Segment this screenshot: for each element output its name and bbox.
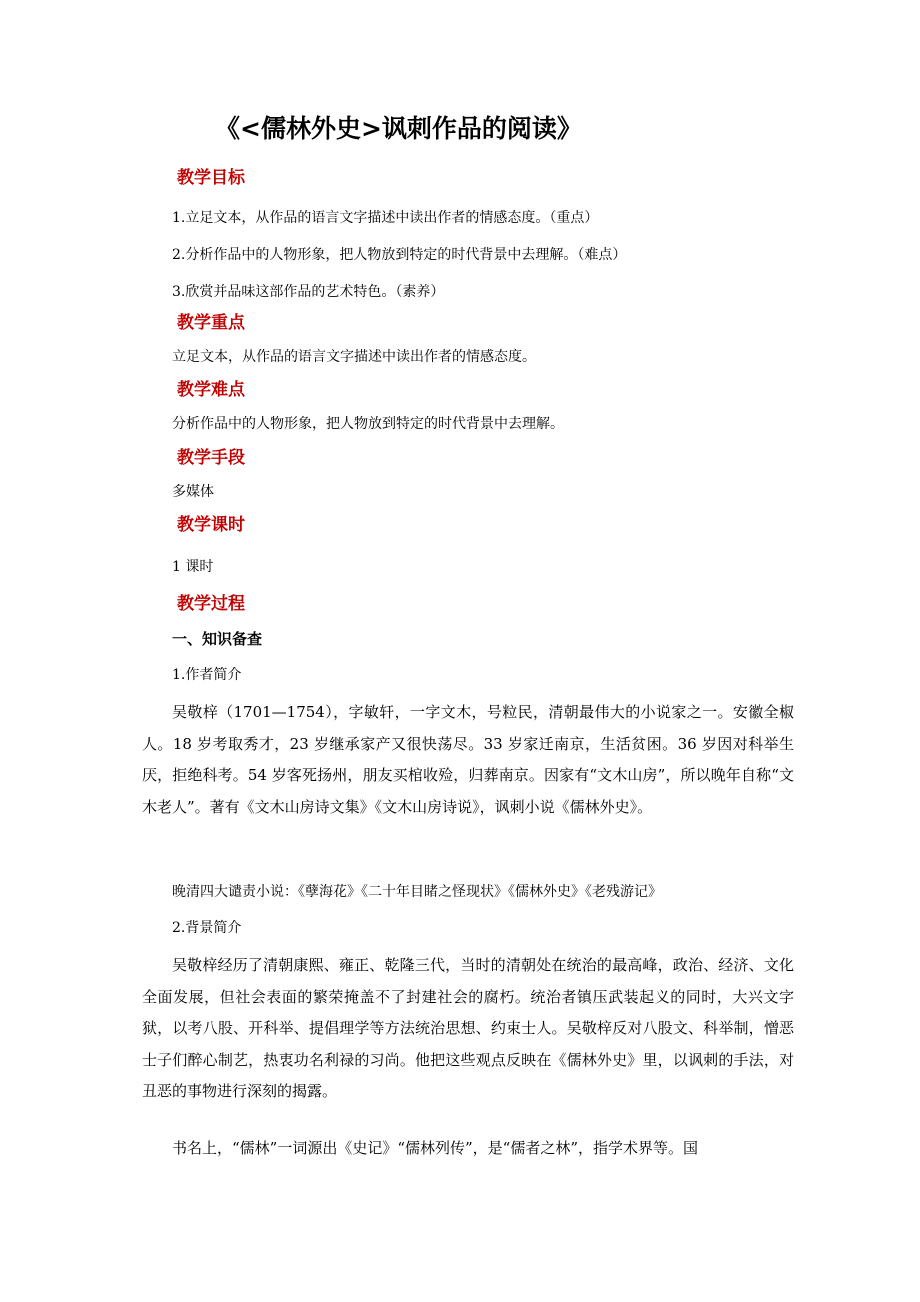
heading-teaching-means: 教学手段 (177, 448, 245, 468)
difficulties-text: 分析作品中的人物形象，把人物放到特定的时代背景中去理解。 (172, 416, 564, 432)
author-intro-label: 1.作者简介 (172, 667, 242, 683)
goal-item-2: 2.分析作品中的人物形象，把人物放到特定的时代背景中去理解。（难点） (172, 247, 627, 263)
book-name-paragraph: 书名上，“儒林”一词源出《史记》“儒林列传”，是“儒者之林”，指学术界等。国 (172, 1139, 699, 1157)
author-intro-paragraph: 吴敬梓（1701—1754），字敏轩，一字文木，号粒民，清朝最伟大的小说家之一。安徽全椒人。18 岁考取秀才，23 岁继承家产又很快荡尽。33 岁家迁南京，生活贫困。36 岁因对科举生厌，拒绝科考。54 岁客死扬州，朋友买棺收殓，归葬南京。因家有“文木山房”，所以晚年自称“文木老人”。著有《文木山房诗文集》《文木山房诗说》，讽刺小说《儒林外史》。 (142, 703, 794, 816)
key-points-text: 立足文本，从作品的语言文字描述中读出作者的情感态度。 (172, 349, 536, 365)
section-knowledge-review: 一、知识备查 (172, 630, 263, 648)
heading-class-hours: 教学课时 (177, 515, 245, 535)
heading-key-points: 教学重点 (177, 313, 245, 333)
class-hours-text: 1 课时 (172, 559, 214, 575)
heading-difficulties: 教学难点 (177, 380, 245, 400)
heading-teaching-goals: 教学目标 (177, 168, 245, 188)
teaching-means-text: 多媒体 (172, 484, 214, 500)
document-title: 《<儒林外史>讽刺作品的阅读》 (215, 114, 582, 143)
goal-item-3: 3.欣赏并品味这部作品的艺术特色。（素养） (172, 284, 445, 300)
goal-item-1: 1.立足文本，从作品的语言文字描述中读出作者的情感态度。（重点） (172, 210, 599, 226)
background-intro-label: 2.背景简介 (172, 920, 242, 936)
four-novels-text: 晚清四大谴责小说：《孽海花》《二十年目睹之怪现状》《儒林外史》《老残游记》 (172, 884, 662, 900)
background-paragraph: 吴敬梓经历了清朝康熙、雍正、乾隆三代，当时的清朝处在统治的最高峰，政治、经济、文化全面发展，但社会表面的繁荣掩盖不了封建社会的腐朽。统治者镇压武装起义的同时，大兴文字狱，以考八股、开科举、提倡理学等方法统治思想、约束士人。吴敬梓反对八股文、科举制，憎恶士子们醉心制艺，热衷功名利禄的习尚。他把这些观点反映在《儒林外史》里，以讽刺的手法，对丑恶的事物进行深刻的揭露。 (142, 956, 794, 1100)
heading-teaching-process: 教学过程 (177, 594, 245, 614)
